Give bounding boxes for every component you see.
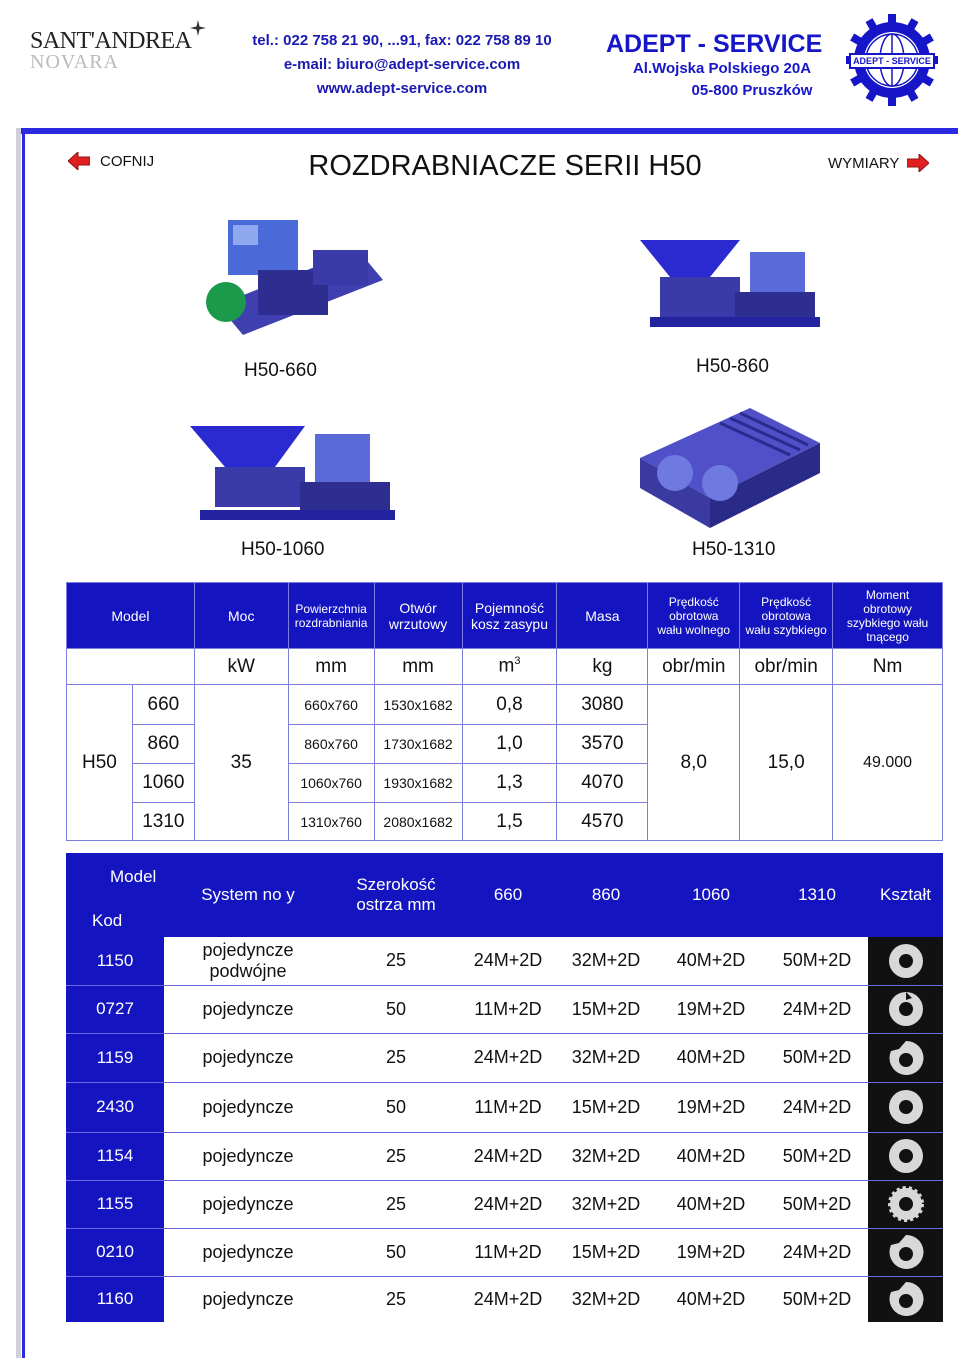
blade-1060: 19M+2D xyxy=(656,985,766,1033)
spec-hole: 1730x1682 xyxy=(374,725,462,764)
blade-system-line: pojedyncze xyxy=(202,1145,294,1166)
blade-code: 1159 xyxy=(66,1033,164,1082)
brand-sub: NOVARA xyxy=(30,51,119,73)
blade-width: 50 xyxy=(332,985,460,1033)
spec-header-hole-l1: Otwór xyxy=(399,599,437,616)
blade-table xyxy=(66,853,943,1322)
blade-system xyxy=(164,1180,332,1228)
blade-860: 32M+2D xyxy=(571,1288,641,1309)
spec-header-area-l1: Powierzchnia xyxy=(295,601,367,616)
star-icon xyxy=(190,20,206,36)
blade-shape xyxy=(868,1132,943,1180)
blade-660: 24M+2D xyxy=(460,937,556,985)
spec-capacity: 1,0 xyxy=(462,725,557,764)
blade-1310: 24M+2D xyxy=(766,985,868,1033)
spec-header-torque-l4: tnącego xyxy=(866,629,909,644)
blade-code: 1160 xyxy=(66,1276,164,1322)
blade-1310: 50M+2D xyxy=(766,937,868,985)
spec-header-mass: Masa xyxy=(557,583,648,649)
spec-header-torque-l2: obrotowy xyxy=(863,601,912,616)
spec-unit-hole: mm xyxy=(374,649,462,685)
spec-header-hole-l2: wrzutowy xyxy=(388,615,448,632)
blade-header-system: System no y xyxy=(164,853,332,937)
spec-mass: 3080 xyxy=(557,685,648,725)
blade-860: 15M+2D xyxy=(556,1228,656,1276)
hook-knife-icon xyxy=(871,1278,941,1320)
blade-shape xyxy=(868,1082,943,1132)
spec-hole: 1530x1682 xyxy=(374,685,462,725)
spec-header-fast-l2: obrotowa xyxy=(761,608,811,623)
spec-unit-area: mm xyxy=(288,649,374,685)
blade-system xyxy=(164,1082,332,1132)
blade-shape xyxy=(868,1276,943,1322)
adept-gear-logo xyxy=(846,14,938,106)
spec-header-fast-l1: Prędkość xyxy=(761,594,812,609)
blade-system-line: pojedyncze xyxy=(202,939,294,960)
blade-1060: 40M+2D xyxy=(676,1288,746,1309)
blade-header-width xyxy=(332,853,460,937)
ring-knife-icon xyxy=(871,1135,941,1177)
spec-unit-empty xyxy=(67,649,195,685)
blade-660: 11M+2D xyxy=(460,1082,556,1132)
blade-header-660: 660 xyxy=(460,853,556,937)
blade-660: 11M+2D xyxy=(460,985,556,1033)
blade-860: 32M+2D xyxy=(556,1033,656,1082)
blade-system xyxy=(164,1276,332,1322)
spec-area: 1310x760 xyxy=(288,803,374,841)
company-city: 05-800 Pruszków xyxy=(691,82,813,99)
blade-shape xyxy=(868,985,943,1033)
company-street: Al.Wojska Polskiego 20A xyxy=(632,60,812,77)
blade-system xyxy=(164,1228,332,1276)
blade-1060: 40M+2D xyxy=(656,1180,766,1228)
spec-header-torque-l3: szybkiego wału xyxy=(846,615,929,630)
machine-label-660: H50-660 xyxy=(244,360,317,381)
blade-header-1310: 1310 xyxy=(766,853,868,937)
spec-header-model: Model xyxy=(67,583,195,649)
spec-header-capacity xyxy=(462,583,557,649)
blade-system-line: pojedyncze xyxy=(202,1241,294,1262)
spec-header-area xyxy=(288,583,374,649)
machine-label-860: H50-860 xyxy=(696,356,769,377)
blade-code: 1150 xyxy=(66,937,164,985)
spec-area: 860x760 xyxy=(288,725,374,764)
brand-main: SANT'ANDREA xyxy=(30,28,192,54)
left-border xyxy=(22,134,25,1358)
blade-code: 2430 xyxy=(66,1082,164,1132)
spec-mass: 4570 xyxy=(557,803,648,841)
spec-model: 1060 xyxy=(132,764,194,803)
blade-width: 25 xyxy=(332,1033,460,1082)
blade-system-line: pojedyncze xyxy=(202,1193,294,1214)
spec-header-capacity-l2: kosz zasypu xyxy=(470,615,549,632)
arrow-right-icon xyxy=(907,154,929,172)
spec-hole: 1930x1682 xyxy=(374,764,462,803)
spec-area: 1060x760 xyxy=(288,764,374,803)
spec-unit-capacity-sup: 3 xyxy=(514,655,521,668)
spec-unit-torque: Nm xyxy=(833,649,943,685)
blade-1310: 50M+2D xyxy=(766,1033,868,1082)
blade-header-1060: 1060 xyxy=(656,853,766,937)
blade-1060: 19M+2D xyxy=(656,1082,766,1132)
hook-knife-icon xyxy=(871,1037,941,1079)
left-border-shadow xyxy=(16,128,21,1358)
blade-width: 25 xyxy=(385,1288,407,1309)
spec-unit-slow: obr/min xyxy=(648,649,740,685)
spec-capacity: 1,5 xyxy=(462,803,557,841)
blade-shape xyxy=(868,1033,943,1082)
machine-h50-1310-image xyxy=(630,388,830,538)
blade-1060: 40M+2D xyxy=(656,937,766,985)
blade-1060: 40M+2D xyxy=(656,1033,766,1082)
ring-knife-icon xyxy=(871,940,941,982)
spec-capacity: 1,3 xyxy=(462,764,557,803)
blade-system xyxy=(164,937,332,985)
blade-system xyxy=(164,1033,332,1082)
blade-660: 24M+2D xyxy=(460,1033,556,1082)
blade-system-line: pojedyncze xyxy=(202,1288,294,1309)
blade-660: 11M+2D xyxy=(460,1228,556,1276)
spec-model: 860 xyxy=(132,725,194,764)
spec-mass: 3570 xyxy=(557,725,648,764)
blade-1060: 19M+2D xyxy=(656,1228,766,1276)
blade-860: 32M+2D xyxy=(556,937,656,985)
company-name: ADEPT - SERVICE xyxy=(606,30,823,58)
blade-860: 15M+2D xyxy=(556,985,656,1033)
spec-power-value: 35 xyxy=(194,685,288,841)
blade-header-860: 860 xyxy=(556,853,656,937)
spec-header-hole xyxy=(374,583,462,649)
blade-system-line: pojedyncze xyxy=(202,1096,294,1117)
spec-unit-fast: obr/min xyxy=(740,649,833,685)
blade-660: 24M+2D xyxy=(460,1180,556,1228)
contact-email[interactable]: e-mail: biuro@adept-service.com xyxy=(283,56,521,73)
blade-1310: 24M+2D xyxy=(766,1228,868,1276)
ring-knife-icon xyxy=(871,1086,941,1128)
machine-h50-660-image xyxy=(198,210,388,350)
spec-header-slow-l1: Prędkość xyxy=(668,594,719,609)
blade-1310: 50M+2D xyxy=(766,1132,868,1180)
spec-header-capacity-l1: Pojemność xyxy=(474,599,545,616)
machine-h50-860-image xyxy=(640,232,830,342)
spec-hole: 2080x1682 xyxy=(374,803,462,841)
blade-660: 24M+2D xyxy=(473,1288,543,1309)
blade-shape xyxy=(868,1180,943,1228)
blade-code: 1155 xyxy=(66,1180,164,1228)
santandrea-logo xyxy=(30,28,192,74)
spec-header-area-l2: rozdrabniania xyxy=(294,615,368,630)
dimensions-link[interactable] xyxy=(828,154,929,172)
spec-unit-capacity-base: m xyxy=(498,655,515,677)
blade-code: 1154 xyxy=(66,1132,164,1180)
blade-1310: 50M+2D xyxy=(782,1288,852,1309)
spec-slow-value: 8,0 xyxy=(648,685,740,841)
blade-code: 0210 xyxy=(66,1228,164,1276)
gear-knife-icon xyxy=(871,1183,941,1225)
blade-header-width-l2: ostrza mm xyxy=(356,895,436,914)
blade-header-shape: Kształt xyxy=(868,853,943,937)
spec-model: 660 xyxy=(132,685,194,725)
adept-logo-text: ADEPT - SERVICE xyxy=(853,56,931,66)
spec-header-torque-l1: Moment xyxy=(865,587,910,602)
blade-860: 15M+2D xyxy=(556,1082,656,1132)
spec-table xyxy=(66,582,943,841)
blade-system-line: podwójne xyxy=(209,960,287,981)
spec-area: 660x760 xyxy=(288,685,374,725)
blade-width: 25 xyxy=(332,1180,460,1228)
spec-torque-value: 49.000 xyxy=(833,685,943,841)
machine-h50-1060-image xyxy=(190,422,400,532)
spec-series: H50 xyxy=(67,685,133,841)
contact-www[interactable]: www.adept-service.com xyxy=(316,80,488,97)
blade-660: 24M+2D xyxy=(460,1132,556,1180)
blade-width: 25 xyxy=(332,1132,460,1180)
hook-knife-icon xyxy=(871,1231,941,1273)
spec-mass: 4070 xyxy=(557,764,648,803)
machine-label-1060: H50-1060 xyxy=(241,539,325,560)
spec-capacity: 0,8 xyxy=(462,685,557,725)
spec-unit-mass: kg xyxy=(557,649,648,685)
blade-system-line: pojedyncze xyxy=(202,998,294,1019)
blade-shape xyxy=(868,937,943,985)
blade-header-model-code xyxy=(66,853,164,937)
spec-unit-power: kW xyxy=(194,649,288,685)
spec-header-slow xyxy=(648,583,740,649)
blade-system-line: pojedyncze xyxy=(202,1047,294,1067)
machine-label-1310: H50-1310 xyxy=(692,539,776,560)
blade-width: 50 xyxy=(332,1082,460,1132)
blade-1060: 40M+2D xyxy=(656,1132,766,1180)
blade-header-width-l1: Szerokość xyxy=(356,875,436,894)
spec-model: 1310 xyxy=(132,803,194,841)
blade-header-model: Model xyxy=(110,867,157,886)
blade-system xyxy=(164,1132,332,1180)
blade-1310: 24M+2D xyxy=(766,1082,868,1132)
spec-header-fast-l3: wału szybkiego xyxy=(745,622,827,637)
back-label: COFNIJ xyxy=(100,152,155,170)
dimensions-label: WYMIARY xyxy=(828,154,900,172)
spec-header-power: Moc xyxy=(194,583,288,649)
contact-phone: tel.: 022 758 21 90, ...91, fax: 022 758 89 10 xyxy=(252,32,552,49)
blade-header-code: Kod xyxy=(92,911,123,930)
ring-knife-icon xyxy=(871,988,941,1030)
blade-1310: 50M+2D xyxy=(766,1180,868,1228)
blade-system xyxy=(164,985,332,1033)
blade-code: 0727 xyxy=(66,985,164,1033)
blade-shape xyxy=(868,1228,943,1276)
page-title: ROZDRABNIACZE SERII H50 xyxy=(308,150,702,182)
blade-width: 25 xyxy=(332,937,460,985)
blade-860: 32M+2D xyxy=(556,1180,656,1228)
spec-fast-value: 15,0 xyxy=(740,685,833,841)
spec-header-fast xyxy=(740,583,833,649)
spec-unit-capacity xyxy=(462,649,557,685)
spec-header-slow-l2: obrotowa xyxy=(669,608,719,623)
header-divider xyxy=(16,128,958,134)
spec-header-torque xyxy=(833,583,943,649)
blade-width: 50 xyxy=(332,1228,460,1276)
blade-860: 32M+2D xyxy=(556,1132,656,1180)
spec-header-slow-l3: wału wolnego xyxy=(657,622,731,637)
